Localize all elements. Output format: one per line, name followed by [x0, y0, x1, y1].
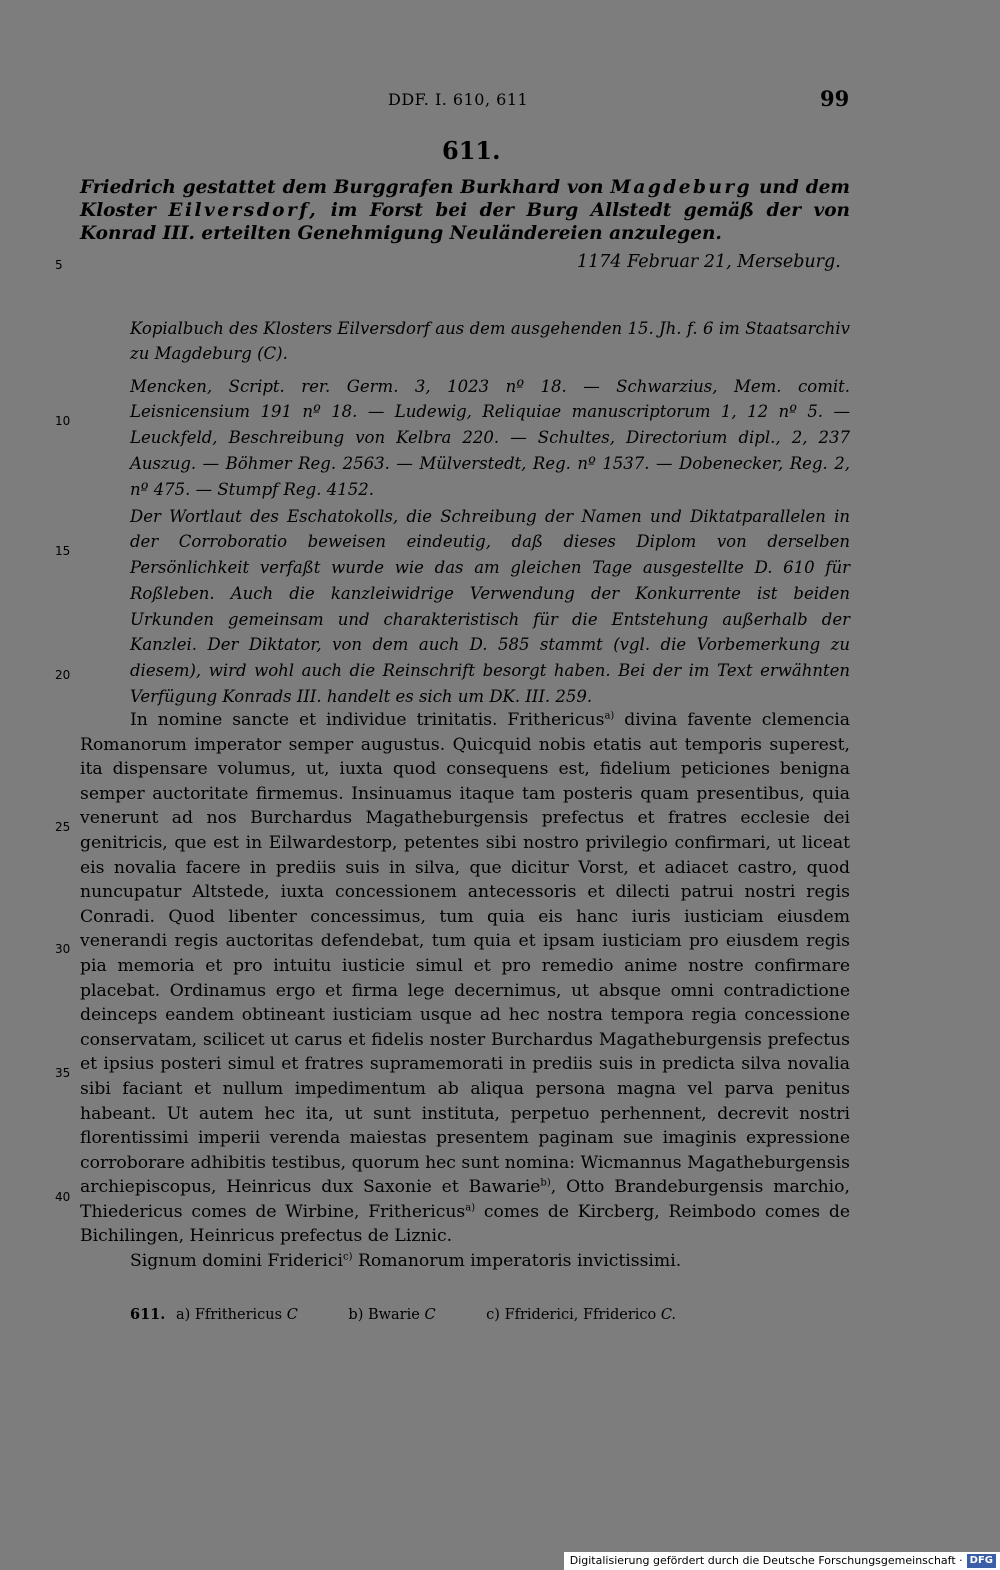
footnote-siglum: C. [660, 1307, 677, 1323]
line-number: 35 [55, 1066, 71, 1080]
document-number: 611. [442, 136, 501, 165]
footnote-siglum: C [424, 1307, 436, 1323]
regest-text-1: Friedrich gestattet dem Burggrafen Burkhard von [80, 177, 611, 198]
footnote-ref-a[interactable]: a) [604, 710, 615, 722]
footnote-variant: Ffriderici, Ffriderico [504, 1307, 657, 1323]
footnote-doc-number: 611. [130, 1306, 166, 1323]
signum-text: Romanorum imperatoris invictissimi. [352, 1251, 682, 1272]
footnote-mark: a) [175, 1307, 191, 1323]
line-number: 10 [55, 414, 71, 428]
charter-text-part: divina favente clemencia Romanorum imperator semper augustus. Quicquid nobis etatis aut temporis superest, ita dispensare volumus, ut, iuxta quod consequens est, fidelium peticiones benigna semper auctoritate firmemus. Insinuamus itaque tam posteris quam presentibus, quia venerunt ad nos Burchardus Magatheburgensis prefectus et fratres ecclesie dei genitricis, que est in Eilwardestorp, petentes sibi nostro privilegio confirmari, ut liceat eis novalia facere in prediis suis in silva, que dicitur Vorst, et adiacet castro, quod nuncupatur Altstede, iuxta concessionem antecessoris et dilecti patrui nostri regis Conradi. Quod libenter concessimus, tum quia eis hanc iuris iusticiam eiusdem venerandi regis auctoritas defendebat, tum quia et ipsam iusticiam pro eiusdem regis pia memoria et pro intuitu iusticie simul et pro remedio anime nostre confirmare placebat. Ordinamus ergo et firma lege decernimus, ut absque omni contradictione deinceps eandem obtineant iusticiam usque ad hec nostra tempora regia concessione conservatam, scilicet ut carus et fidelis noster Burchardus Magatheburgensis prefectus et ipsius posteri simul et fratres supramemorati in prediis suis in predicta silva novalia sibi faciant et nullum impedimentum ab aliqua persona magna vel parva penitus habeant. Ut autem hec ita, ut sunt instituta, perpetuo perhennent, decrevit nostri florentissimi imperii verenda maiestas presentem paginam sue imaginis expressione corroborare adhibitis testibus, quorum hec sunt nomina: Wicmannus Magatheburgensis archiepiscopus, Heinricus dux Saxonie et Bawarie [80, 710, 850, 1198]
charter-text-part: comes de Kircberg, Reimbodo comes de Bichilingen, Heinricus prefectus de Liznic. [80, 1201, 850, 1247]
footnote-ref-c[interactable]: c) [343, 1251, 353, 1263]
line-number: 5 [55, 258, 63, 272]
footnote-ref-b[interactable]: b) [540, 1177, 551, 1189]
line-number: 30 [55, 942, 71, 956]
charter-body [80, 708, 850, 1249]
funding-credit-bar [564, 1552, 1000, 1570]
charter-text-part: In nomine sancte et individue trinitatis. Frithericus [130, 710, 605, 730]
regest-place-eilversdorf: Eilversdorf, [168, 200, 319, 221]
line-number: 25 [55, 820, 71, 834]
signum-line [80, 1249, 850, 1274]
footnote-mark: c) [486, 1307, 500, 1323]
regest-place-magdeburg: Magdeburg [610, 177, 753, 198]
signum-text: Signum domini Friderici [130, 1251, 343, 1272]
footnote-ref-a-2[interactable]: a) [465, 1202, 476, 1214]
footnote-b [348, 1307, 435, 1323]
regest-text-3: im Forst bei der Burg Allstedt gemäß der von Konrad III. erteilten Genehmigung Neuländereien anzulegen. [80, 200, 850, 244]
footnote-variant: Bwarie [367, 1307, 420, 1323]
note-manuscript: Kopialbuch des Klosters Eilversdorf aus dem ausgehenden 15. Jh. f. 6 im Staatsarchiv zu Magdeburg (C). [130, 318, 850, 364]
footnote-mark: b) [348, 1307, 364, 1323]
regest-summary [80, 176, 850, 245]
footnote-siglum: C [286, 1307, 298, 1323]
charter-text-part: , Otto Brandeburgensis marchio, Thiedericus comes de Wirbine, Frithericus [80, 1177, 850, 1222]
page-number: 99 [820, 86, 850, 111]
running-title: DDF. I. 610, 611 [388, 90, 529, 109]
footnote-a [176, 1307, 298, 1323]
footnote-c [486, 1307, 676, 1323]
line-number: 15 [55, 544, 71, 558]
charter-text [80, 708, 850, 1274]
regest-text-2: und dem Kloster [80, 177, 850, 221]
funding-credit-text: Digitalisierung gefördert durch die Deutsche Forschungsgemeinschaft · [569, 1554, 963, 1567]
note-editions: Mencken, Script. rer. Germ. 3, 1023 nº 18. — Schwarzius, Mem. comit. Leisnicensium 191 nº 18. — Ludewig, Reliquiae manuscriptorum 1, 12 nº 5. — Leuckfeld, Beschreibung von Kelbra 220. — Schultes, Directorium dipl., 2, 237 Auszug. — Böhmer Reg. 2563. — Mülverstedt, Reg. nº 1537. — Dobenecker, Reg. 2, nº 475. — Stumpf Reg. 4152. [130, 376, 850, 499]
line-number: 20 [55, 668, 71, 682]
dfg-logo-icon: DFG [967, 1554, 996, 1568]
footnotes [130, 1306, 722, 1323]
footnote-variant: Ffrithericus [194, 1307, 283, 1323]
dateline: 1174 Februar 21, Merseburg. [577, 252, 841, 272]
note-commentary: Der Wortlaut des Eschatokolls, die Schreibung der Namen und Diktatparallelen in der Corroboratio beweisen eindeutig, daß dieses Diplom von derselben Persönlichkeit verfaßt wurde wie das am gleichen Tage ausgestellte D. 610 für Roßleben. Auch die kanzleiwidrige Verwendung der Konkurrente ist beiden Urkunden gemeinsam und charakteristisch für die Entstehung außerhalb der Kanzlei. Der Diktator, von dem auch D. 585 stammt (vgl. die Vorbemerkung zu diesem), wird wohl auch die Reinschrift besorgt haben. Bei der im Text erwähnten Verfügung Konrads III. handelt es sich um DK. III. 259. [130, 506, 850, 707]
line-number: 40 [55, 1190, 71, 1204]
